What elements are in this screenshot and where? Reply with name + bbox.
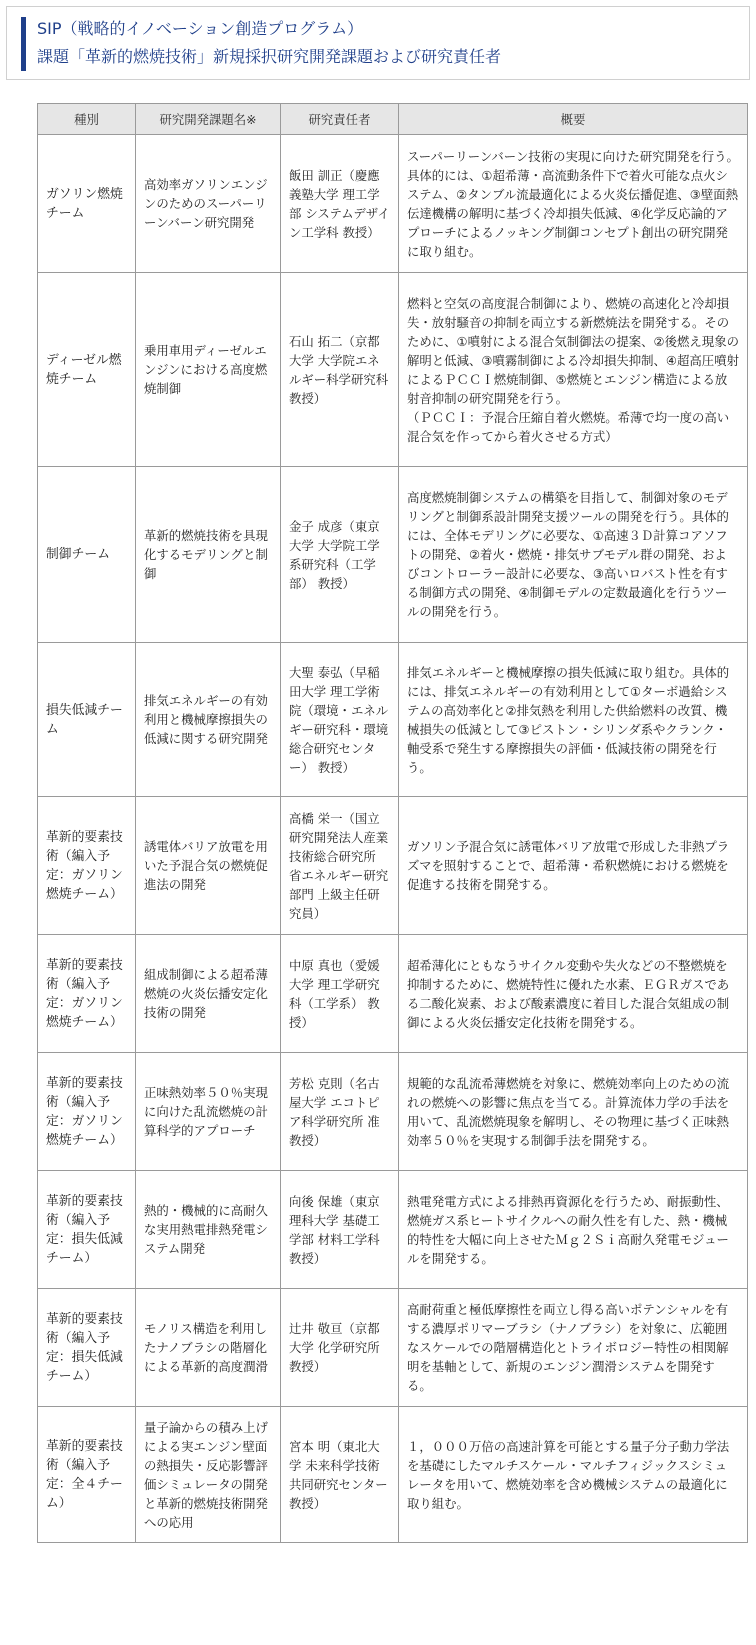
cell-summary: ガソリン予混合気に誘電体バリア放電で形成した非熱プラズマを照射することで、超希薄・希釈燃焼における燃焼を促進する技術を開発する。 [399,797,748,935]
table-row [38,935,748,1053]
cell-title: 誘電体バリア放電を用いた予混合気の燃焼促進法の開発 [136,797,281,935]
column-header-title: 研究開発課題名※ [136,104,281,135]
cell-type: 制御チーム [38,467,136,643]
cell-leader: 金子 成彦（東京大学 大学院工学系研究科（工学部） 教授） [281,467,399,643]
cell-title: 正味熱効率５０％実現に向けた乱流燃焼の計算科学的アプローチ [136,1053,281,1171]
cell-summary: 燃料と空気の高度混合制御により、燃焼の高速化と冷却損失・放射騒音の抑制を両立する新燃焼法を開発する。そのために、①噴射による混合気制御法の提案、②後燃え現象の解明と低減、③噴霧制御による冷却損失抑制、④超高圧噴射によるＰＣＣＩ燃焼制御、⑤燃焼とエンジン構造による放射音抑制の研究開発を行う。 （ＰＣＣＩ：予混合圧縮自着火燃焼。希薄で均一度の高い混合気を作ってから着火させる方式） [399,273,748,467]
cell-leader: 中原 真也（愛媛大学 理工学研究科（工学系） 教授） [281,935,399,1053]
table-row [38,1289,748,1407]
cell-title: 熱的・機械的に高耐久な実用熱電排熱発電システム開発 [136,1171,281,1289]
cell-leader: 大聖 泰弘（早稲田大学 理工学術院（環境・エネルギー研究科・環境総合研究センター） 教授） [281,643,399,797]
column-header-leader: 研究責任者 [281,104,399,135]
cell-title: モノリス構造を利用したナノブラシの階層化による革新的高度潤滑 [136,1289,281,1407]
cell-type: ガソリン燃焼チーム [38,135,136,273]
cell-summary: 排気エネルギーと機械摩擦の損失低減に取り組む。具体的には、排気エネルギーの有効利用として①ターボ過給システムの高効率化と②排気熱を利用した供給燃料の改質、機械損失の低減として③ピストン・シリンダ系やクランク・軸受系で発生する摩擦損失の評価・低減技術の開発を行う。 [399,643,748,797]
cell-summary: 規範的な乱流希薄燃焼を対象に、燃焼効率向上のための流れの燃焼への影響に焦点を当てる。計算流体力学の手法を用いて、乱流燃焼現象を解明し、その物理に基づく正味熱効率５０％を実現する制御手法を開発する。 [399,1053,748,1171]
cell-title: 排気エネルギーの有効利用と機械摩擦損失の低減に関する研究開発 [136,643,281,797]
cell-type: 革新的要素技術（編入予定：ガソリン燃焼チーム） [38,1053,136,1171]
cell-leader: 飯田 訓正（慶應義塾大学 理工学部 システムデザイン工学科 教授） [281,135,399,273]
cell-type: 革新的要素技術（編入予定：ガソリン燃焼チーム） [38,797,136,935]
cell-type: 革新的要素技術（編入予定：損失低減チーム） [38,1171,136,1289]
table-header-row [38,104,748,135]
cell-summary: １，０００万倍の高速計算を可能とする量子分子動力学法を基礎にしたマルチスケール・マルチフィジックスシミュレータを用いて、燃焼効率を含め機械システムの最適化に取り組む。 [399,1407,748,1543]
cell-title: 高効率ガソリンエンジンのためのスーパーリーンバーン研究開発 [136,135,281,273]
cell-summary: 熱電発電方式による排熱再資源化を行うため、耐振動性、燃焼ガス系ヒートサイクルへの耐久性を有した、熱・機械的特性を大幅に向上させたＭｇ２Ｓｉ高耐久発電モジュールを開発する。 [399,1171,748,1289]
cell-type: 革新的要素技術（編入予定：損失低減チーム） [38,1289,136,1407]
cell-leader: 高橋 栄一（国立研究開発法人産業技術総合研究所 省エネルギー研究部門 上級主任研究員） [281,797,399,935]
header-accent-bar [21,17,26,71]
cell-summary: 超希薄化にともなうサイクル変動や失火などの不整燃焼を抑制するために、燃焼特性に優れた水素、ＥＧＲガスである二酸化炭素、および酸素濃度に着目した混合気組成の制御による火炎伝播安定化技術を開発する。 [399,935,748,1053]
cell-summary: 高耐荷重と極低摩擦性を両立し得る高いポテンシャルを有する濃厚ポリマーブラシ（ナノブラシ）を対象に、広範囲なスケールでの階層構造化とトライボロジー特性の相関解明を基軸として、新規のエンジン潤滑システムを開発する。 [399,1289,748,1407]
header-title-line1: SIP（戦略的イノベーション創造プログラム） [37,19,364,38]
cell-leader: 芳松 克則（名古屋大学 エコトピア科学研究所 准教授） [281,1053,399,1171]
cell-type: 損失低減チーム [38,643,136,797]
cell-title: 量子論からの積み上げによる実エンジン壁面の熱損失・反応影響評価シミュレータの開発と革新的燃焼技術開発への応用 [136,1407,281,1543]
table-row [38,643,748,797]
cell-title: 組成制御による超希薄燃焼の火炎伝播安定化技術の開発 [136,935,281,1053]
cell-leader: 向後 保雄（東京理科大学 基礎工学部 材料工学科 教授） [281,1171,399,1289]
cell-type: ディーゼル燃焼チーム [38,273,136,467]
table-row [38,1171,748,1289]
cell-title: 革新的燃焼技術を具現化するモデリングと制御 [136,467,281,643]
cell-leader: 辻井 敬亘（京都大学 化学研究所 教授） [281,1289,399,1407]
table-row [38,797,748,935]
cell-title: 乗用車用ディーゼルエンジンにおける高度燃焼制御 [136,273,281,467]
cell-leader: 宮本 明（東北大学 未来科学技術共同研究センター 教授） [281,1407,399,1543]
column-header-summary: 概要 [399,104,748,135]
table-row [38,135,748,273]
projects-table [37,103,748,1543]
column-header-type: 種別 [38,104,136,135]
table-row [38,467,748,643]
cell-summary: スーパーリーンバーン技術の実現に向けた研究開発を行う。具体的には、①超希薄・高流動条件下で着火可能な点火システム、②タンブル流最適化による火炎伝播促進、③壁面熱伝達機構の解明に基づく冷却損失低減、④化学反応論的アプローチによるノッキング制御コンセプト創出の研究開発に取り組む。 [399,135,748,273]
cell-summary: 高度燃焼制御システムの構築を目指して、制御対象のモデリングと制御系設計開発支援ツールの開発を行う。具体的には、全体モデリングに必要な、①高速３Ｄ計算コアソフトの開発、②着火・燃焼・排気サブモデル群の開発、およびコントローラー設計に必要な、③高いロバスト性を有する制御方式の開発、④制御モデルの定数最適化を行うツールの開発を行う。 [399,467,748,643]
table-row [38,1407,748,1543]
page-header [6,6,750,80]
cell-type: 革新的要素技術（編入予定：ガソリン燃焼チーム） [38,935,136,1053]
cell-type: 革新的要素技術（編入予定：全４チーム） [38,1407,136,1543]
table-row [38,273,748,467]
table-row [38,1053,748,1171]
header-title-line2: 課題「革新的燃焼技術」新規採択研究開発課題および研究責任者 [37,47,502,66]
cell-leader: 石山 拓二（京都大学 大学院エネルギー科学研究科 教授） [281,273,399,467]
